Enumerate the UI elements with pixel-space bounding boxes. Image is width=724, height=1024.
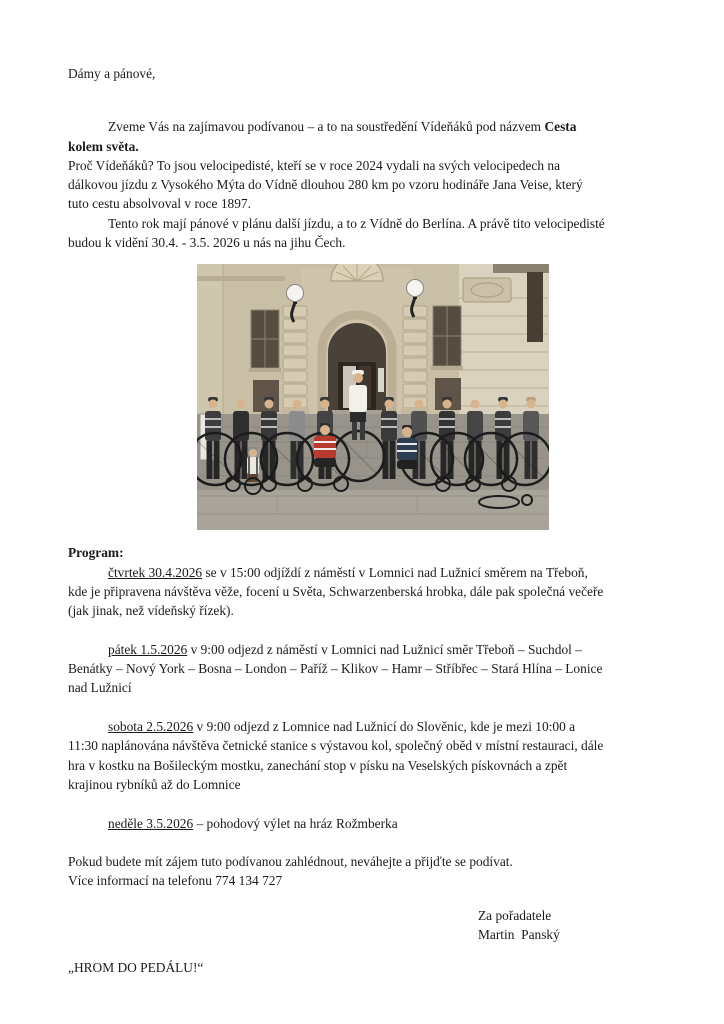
program-text: nad Lužnicí — [68, 680, 132, 696]
signature-role: Za pořadatele — [478, 907, 552, 923]
program-text: krajinou rybníků až do Lomnice — [68, 776, 241, 792]
program-text: v 9:00 odjezd z Lomnice nad Lužnicí do Slověnic, kde je mezi 10:00 a — [193, 719, 576, 735]
intro-lead: Zveme Vás na zajímavou podívanou – a to na soustředění Vídeňáků pod názvem — [108, 119, 545, 135]
slogan: „HROM DO PEDÁLU!“ — [68, 960, 204, 976]
program-text: hra v kostku na Bošileckým mostku, zanechání stop v písku na Veselských pískovnách a zpět — [68, 757, 568, 773]
closing-phone-line: Více informací na telefonu 774 134 727 — [68, 873, 283, 889]
program-item-friday — [68, 640, 657, 698]
intro-line4: dálkovou jízdu z Vysokého Mýta do Vídně dlouhou 280 km po vzoru hodináře Jana Veise, který — [68, 177, 583, 193]
intro-line3: Proč Vídeňáků? To jsou velocipedisté, kteří se v roce 2024 vydali na svých velocipedech na — [68, 157, 561, 173]
signature-block — [478, 906, 657, 945]
group-photo-illustration — [197, 264, 549, 530]
group-photo — [197, 264, 549, 530]
intro-line5: tuto cestu absolvoval v roce 1897. — [68, 196, 251, 212]
program-item-saturday — [68, 717, 657, 794]
program-item-sunday — [68, 814, 657, 833]
program-heading: Program: — [68, 545, 124, 561]
closing-paragraph — [68, 852, 657, 891]
program-text: Benátky – Nový York – Bosna – London – Paříž – Klikov – Hamr – Stříbřec – Stará Hlína – Lonice — [68, 661, 603, 677]
building-facade — [197, 264, 549, 419]
left-windows — [249, 310, 281, 412]
intro-bold-title-part1: Cesta — [544, 119, 577, 135]
program-date-friday: pátek 1.5.2026 — [108, 641, 188, 657]
closing-invitation: Pokud budete mít zájem tuto podívanou zahlédnout, neváhejte a přijďte se podívat. — [68, 854, 513, 870]
program-date-thursday: čtvrtek 30.4.2026 — [108, 564, 203, 580]
program-item-thursday — [68, 563, 657, 621]
program-date-sunday: neděle 3.5.2026 — [108, 815, 194, 831]
program-text: v 9:00 odjezd z náměstí v Lomnici nad Lužnicí směr Třeboň – Suchdol – — [187, 641, 582, 657]
signature-name: Martin Panský — [478, 927, 560, 943]
program-text: se v 15:00 odjíždí z náměstí v Lomnici nad Lužnicí směrem na Třeboň, — [202, 564, 588, 580]
second-paragraph-line1: Tento rok mají pánové v plánu další jízdu, a to z Vídně do Berlína. A právě tito velocipedisté — [108, 215, 605, 231]
intro-paragraph — [68, 117, 657, 213]
intro-section — [68, 117, 657, 252]
intro-bold-title-part2: kolem světa. — [68, 138, 139, 154]
second-paragraph-line2: budou k vidění 30.4. - 3.5. 2026 u nás na jihu Čech. — [68, 235, 346, 251]
program-text: 11:30 naplánována návštěva četnické stanice s výstavou kol, společný oběd v místní restauraci, dále — [68, 738, 604, 754]
program-text: (jak jinak, než vídeňský řízek). — [68, 603, 234, 619]
program-text: – pohodový výlet na hráz Rožmberka — [193, 815, 398, 831]
salutation: Dámy a pánové, — [68, 66, 156, 81]
program-text: kde je připravena návštěva věže, focení u Světa, Schwarzenberská hrobka, dále pak společná večeře — [68, 583, 604, 599]
program-date-saturday: sobota 2.5.2026 — [108, 719, 194, 735]
second-paragraph — [68, 214, 657, 253]
